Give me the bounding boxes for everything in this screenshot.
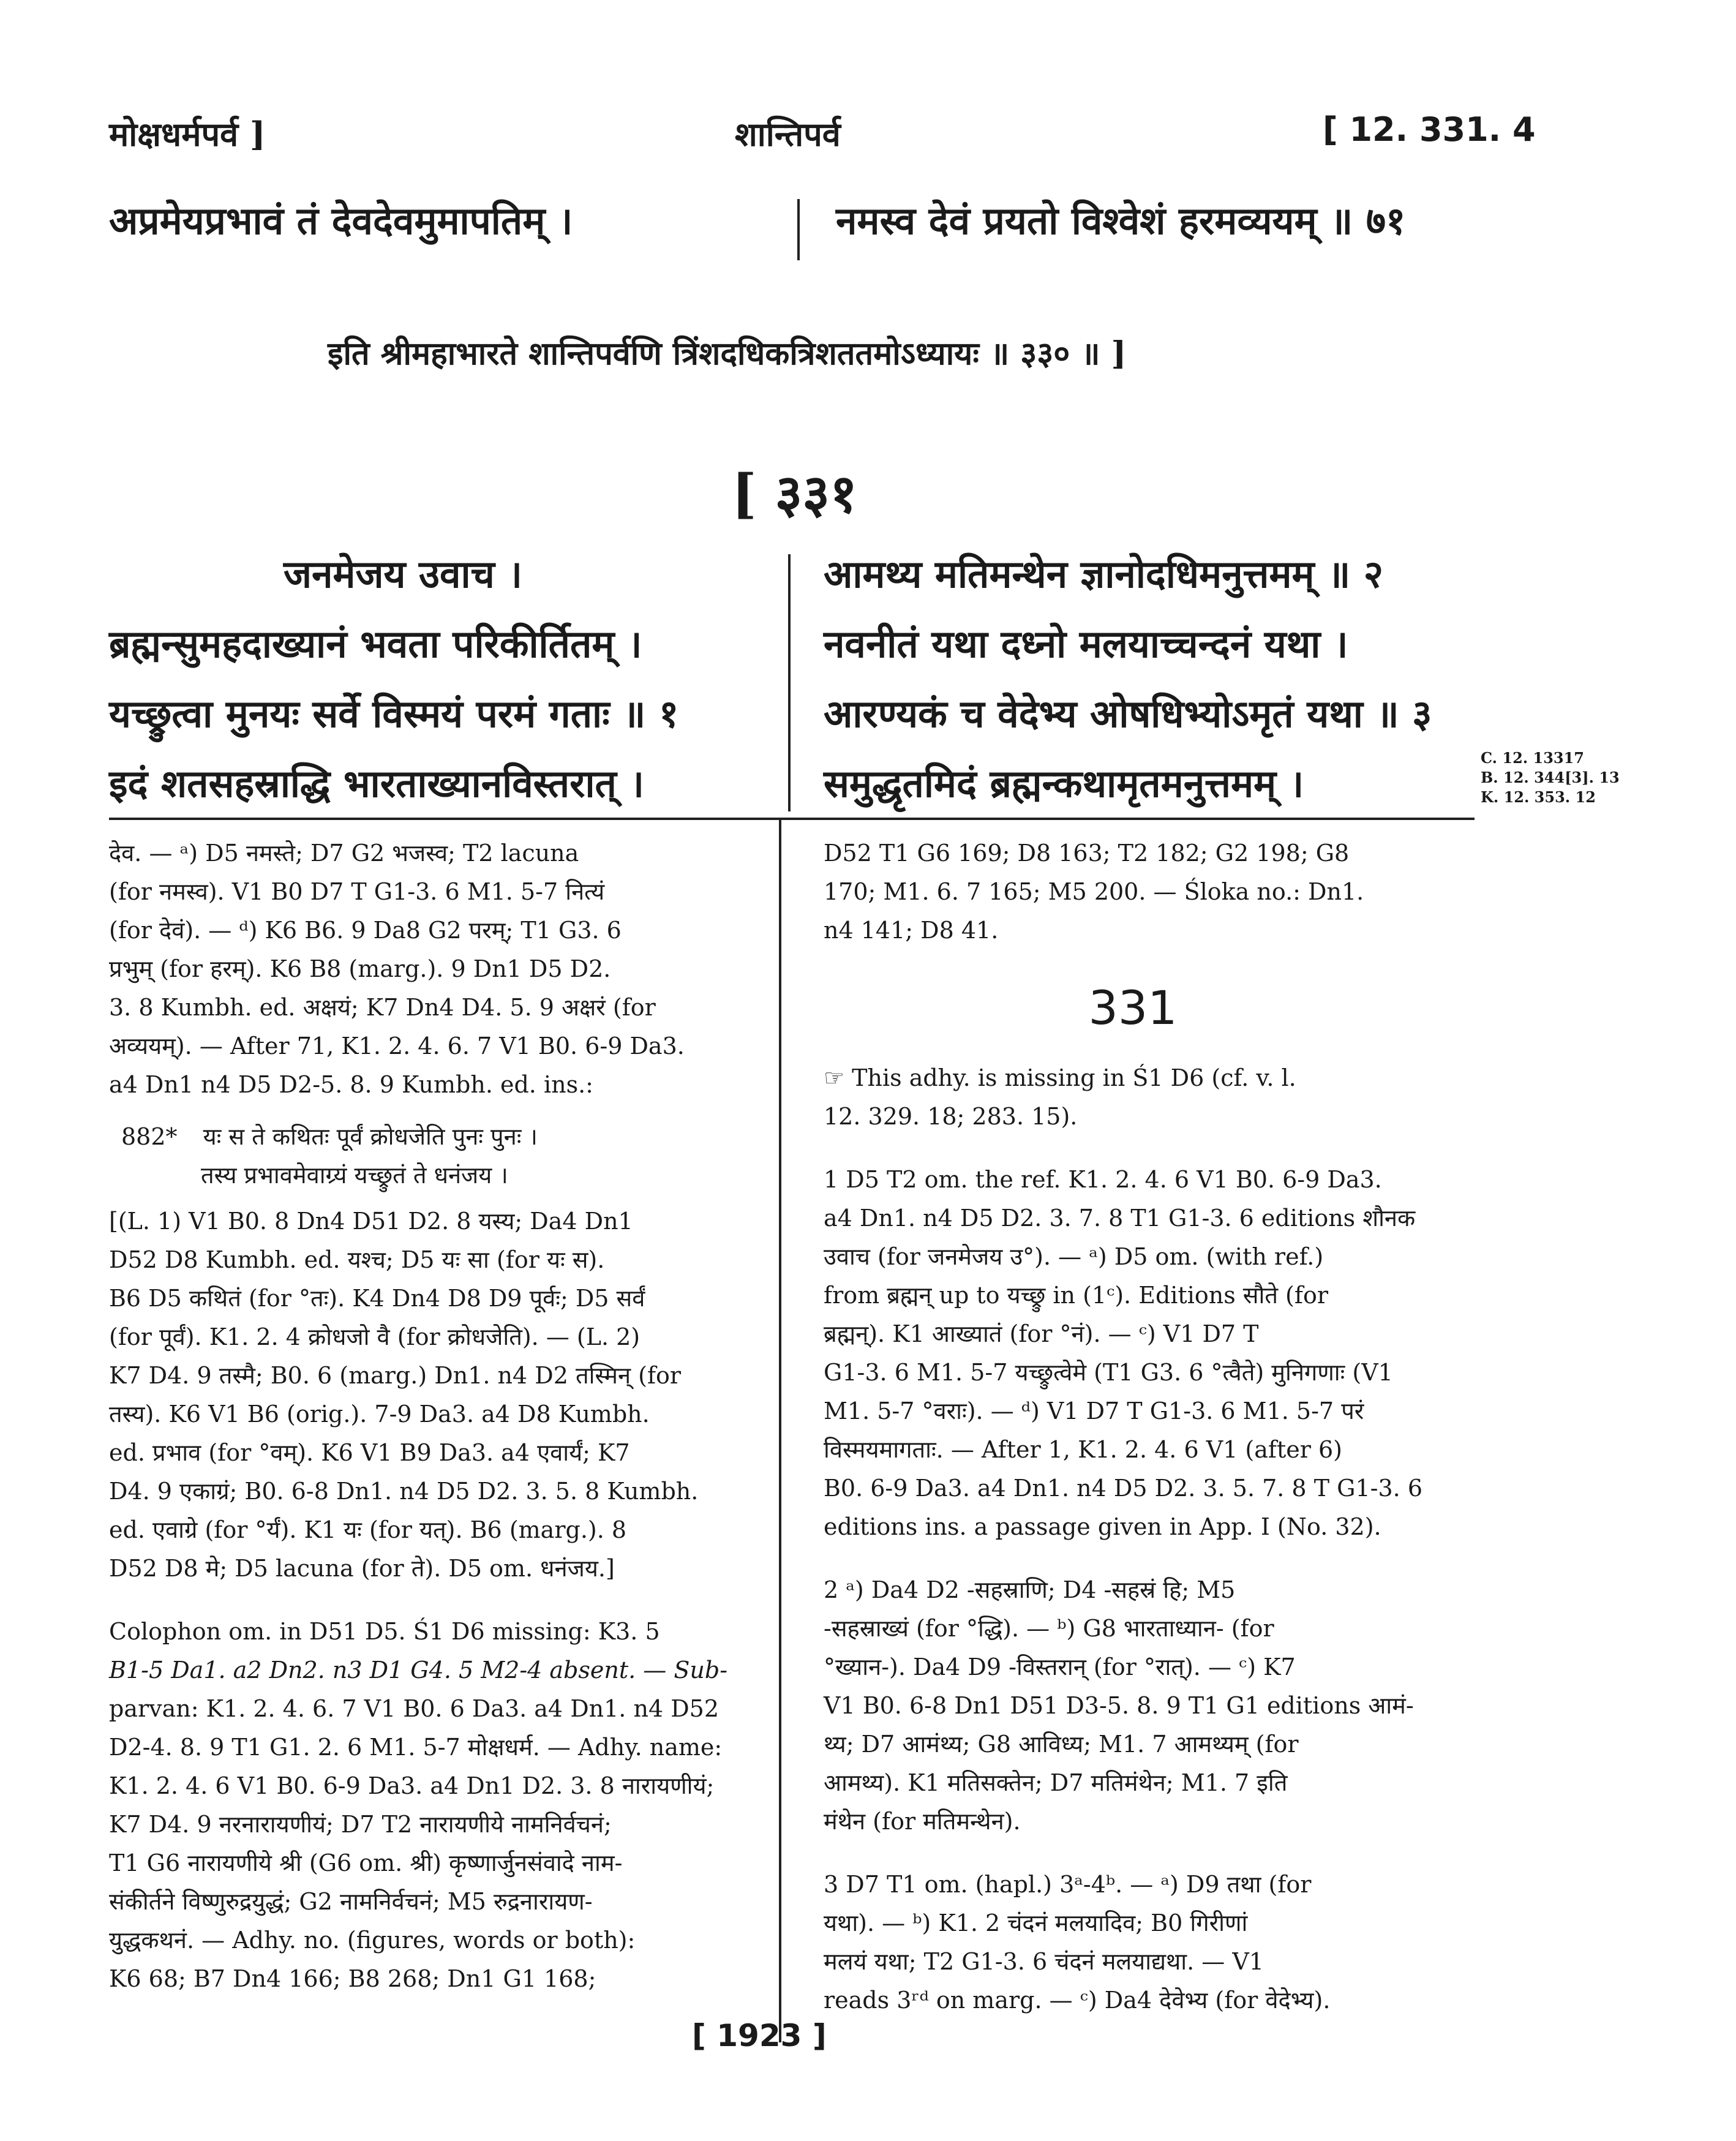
verse-line: ब्रह्मन्सुमहदाख्यानं भवता परिकीर्तितम् । [109, 622, 642, 666]
footnote-passage [109, 1118, 752, 1195]
note-line: विस्मयमागताः. — After 1, K1. 2. 4. 6 V1 (after 6) [824, 1436, 1342, 1463]
running-head-left: मोक्षधर्मपर्व ] [109, 115, 266, 154]
notes-block-2 [109, 1202, 752, 1588]
note-line: (for देवं). — ᵈ) K6 B6. 9 Da8 G2 परम्; T1 G3. 6 [109, 917, 622, 944]
footnote-line [121, 1118, 752, 1156]
note-line: 3 D7 T1 om. (hapl.) 3ᵃ-4ᵇ. — ᵃ) D9 तथा (for [824, 1871, 1312, 1898]
notes-block-right-4 [824, 1571, 1491, 1841]
note-line: reads 3ʳᵈ on marg. — ᶜ) Da4 देवेभ्य (for वेदेभ्य). [824, 1987, 1331, 2014]
note-line: B1-5 Da1. a2 Dn2. n3 D1 G4. 5 M2-4 absent. — Sub- [109, 1657, 728, 1684]
apparatus-left-column [109, 834, 752, 1998]
verses-right-column [824, 548, 1485, 810]
note-line: उवाच (for जनमेजय उ°). — ᵃ) D5 om. (with ref.) [824, 1243, 1324, 1270]
note-line: ब्रह्मन्). K1 आख्यातं (for °नं). — ᶜ) V1 D7 T [824, 1320, 1259, 1347]
note-line: K1. 2. 4. 6 V1 B0. 6-9 Da3. a4 Dn1 D2. 3. 8 नारायणीयं; [109, 1772, 715, 1799]
notes-block-right-5 [824, 1865, 1491, 2020]
apparatus-column-divider [779, 818, 781, 2042]
note-line: अव्ययम्). — After 71, K1. 2. 4. 6. 7 V1 B0. 6-9 Da3. [109, 1033, 685, 1059]
verses-left-column [109, 548, 770, 810]
note-line: देव. — ᵃ) D5 नमस्ते; D7 G2 भजस्व; T2 lacuna [109, 840, 579, 867]
note-line: B0. 6-9 Da3. a4 Dn1. n4 D5 D2. 3. 5. 7. 8 T G1-3. 6 [824, 1475, 1422, 1502]
note-line: [(L. 1) V1 B0. 8 Dn4 D51 D2. 8 यस्य; Da4 Dn1 [109, 1208, 633, 1235]
footnote-line: तस्य प्रभावमेवाग्र्यं यच्छ्रुतं ते धनंजय । [201, 1162, 508, 1189]
note-line: M1. 5-7 °वराः). — ᵈ) V1 D7 T G1-3. 6 M1. 5-7 परं [824, 1398, 1364, 1424]
note-line: D52 D8 मे; D5 lacuna (for ते). D5 om. धनंजय.] [109, 1555, 615, 1582]
verses-column-divider [788, 554, 791, 811]
note-line: प्रभुम् (for हरम्). K6 B8 (marg.). 9 Dn1 D5 D2. [109, 955, 611, 982]
verse-line: आमथ्य मतिमन्थेन ज्ञानोदधिमनुत्तमम् ॥ २ [824, 552, 1384, 596]
top-verse-left: अप्रमेयप्रभावं तं देवदेवमुमापतिम् । [109, 198, 573, 243]
top-verse-right: नमस्व देवं प्रयतो विश्वेशं हरमव्ययम् ॥ ७१ [836, 198, 1406, 243]
chapter-heading: [ ३३१ [732, 463, 857, 525]
verse-line: जनमेजय उवाच । [284, 552, 522, 596]
note-line: D52 T1 G6 169; D8 163; T2 182; G2 198; G8 [824, 840, 1350, 867]
notes-block-1 [109, 834, 752, 1104]
note-line: संकीर्तने विष्णुरुद्रयुद्धं; G2 नामनिर्वचनं; M5 रुद्रनारायण- [109, 1888, 593, 1915]
note-line: D4. 9 एकाग्रं; B0. 6-8 Dn1. n4 D5 D2. 3. 5. 8 Kumbh. [109, 1478, 699, 1505]
running-head-right: [ 12. 331. 4 [1323, 110, 1536, 149]
verse-line: नवनीतं यथा दध्नो मलयाच्चन्दनं यथा । [824, 622, 1348, 666]
apparatus-rule [109, 818, 1475, 820]
notes-block-3 [109, 1612, 752, 1998]
note-line: K7 D4. 9 नरनारायणीयं; D7 T2 नारायणीये नामनिर्वचनं; [109, 1811, 612, 1838]
note-line: ☞ This adhy. is missing in Ś1 D6 (cf. v. l. [824, 1064, 1296, 1091]
note-line: G1-3. 6 M1. 5-7 यच्छ्रुत्वेमे (T1 G3. 6 °त्वैते) मुनिगणाः (V1 [824, 1359, 1393, 1386]
running-head-center: शान्तिपर्व [735, 115, 841, 154]
note-line: from ब्रह्मन् up to यच्छ्रु in (1ᶜ). Editions सौते (for [824, 1282, 1328, 1309]
note-line: युद्धकथनं. — Adhy. no. (figures, words or both): [109, 1927, 636, 1954]
note-line: parvan: K1. 2. 4. 6. 7 V1 B0. 6 Da3. a4 Dn1. n4 D52 [109, 1695, 720, 1722]
verse-line: आरण्यकं च वेदेभ्य ओषधिभ्योऽमृतं यथा ॥ ३ [824, 691, 1432, 736]
note-line: मंथेन (for मतिमन्थेन). [824, 1808, 1021, 1835]
footnote-text: यः स ते कथितः पूर्वं क्रोधजेति पुनः पुनः । [203, 1123, 538, 1150]
notes-block-right-2 [824, 1059, 1491, 1136]
note-line: -सहस्राख्यं (for °द्धि). — ᵇ) G8 भारताध्यान- (for [824, 1615, 1274, 1642]
apparatus-right-column [824, 834, 1491, 2020]
note-line: थ्य; D7 आमंथ्य; G8 आविध्य; M1. 7 आमथ्यम् (for [824, 1731, 1299, 1758]
chapter-number: 331 [1088, 980, 1178, 1035]
concordance-ref: K. 12. 353. 12 [1481, 788, 1596, 806]
note-line: Colophon om. in D51 D5. Ś1 D6 missing: K3. 5 [109, 1618, 660, 1645]
note-line: T1 G6 नारायणीये श्री (G6 om. श्री) कृष्णार्जुनसंवादे नाम- [109, 1849, 623, 1876]
note-line: V1 B0. 6-8 Dn1 D51 D3-5. 8. 9 T1 G1 editions आमं- [824, 1692, 1414, 1719]
note-line: 3. 8 Kumbh. ed. अक्षयं; K7 Dn4 D4. 5. 9 अक्षरं (for [109, 994, 656, 1021]
top-verse-divider [797, 199, 800, 260]
colophon-line: इति श्रीमहाभारते शान्तिपर्वणि त्रिंशदधिकत्रिशततमोऽध्यायः ॥ ३३० ॥ ] [328, 335, 1127, 372]
note-line: B6 D5 कथितं (for °तः). K4 Dn4 D8 D9 पूर्वः; D5 सर्वं [109, 1285, 645, 1312]
note-line: मलयं यथा; T2 G1-3. 6 चंदनं मलयाद्यथा. — V1 [824, 1948, 1264, 1975]
note-line: 170; M1. 6. 7 165; M5 200. — Śloka no.: Dn1. [824, 878, 1364, 905]
note-line: ed. एवाग्रे (for °र्यं). K1 यः (for यत्). B6 (marg.). 8 [109, 1516, 627, 1543]
note-line: n4 141; D8 41. [824, 917, 999, 944]
notes-block-right-1 [824, 834, 1491, 950]
note-line: तस्य). K6 V1 B6 (orig.). 7-9 Da3. a4 D8 Kumbh. [109, 1401, 650, 1428]
note-line: ed. प्रभाव (for °वम्). K6 V1 B9 Da3. a4 एवार्यं; K7 [109, 1439, 630, 1466]
note-line: 1 D5 T2 om. the ref. K1. 2. 4. 6 V1 B0. 6-9 Da3. [824, 1166, 1382, 1193]
verse-line: यच्छ्रुत्वा मुनयः सर्वे विस्मयं परमं गताः ॥ १ [109, 691, 679, 736]
note-line: (for नमस्व). V1 B0 D7 T G1-3. 6 M1. 5-7 नित्यं [109, 878, 605, 905]
note-line: °ख्यान-). Da4 D9 -विस्तरान् (for °रात्). — ᶜ) K7 [824, 1654, 1296, 1680]
note-line: K7 D4. 9 तस्मै; B0. 6 (marg.) Dn1. n4 D2 तस्मिन् (for [109, 1362, 682, 1389]
concordance-ref: C. 12. 13317 [1481, 749, 1584, 767]
note-line: editions ins. a passage given in App. I (No. 32). [824, 1513, 1381, 1540]
footnote-number: 882* [121, 1123, 178, 1150]
notes-block-right-3 [824, 1161, 1491, 1546]
verse-line: इदं शतसहस्राद्धि भारताख्यानविस्तरात् । [109, 761, 644, 806]
note-line: a4 Dn1 n4 D5 D2-5. 8. 9 Kumbh. ed. ins.: [109, 1071, 593, 1098]
note-line: आमथ्य). K1 मतिसक्तेन; D7 मतिमंथेन; M1. 7 इति [824, 1769, 1288, 1796]
note-line: D2-4. 8. 9 T1 G1. 2. 6 M1. 5-7 मोक्षधर्म. — Adhy. name: [109, 1734, 723, 1761]
margin-concordance [1481, 748, 1628, 807]
note-line: 12. 329. 18; 283. 15). [824, 1103, 1078, 1130]
note-line: D52 D8 Kumbh. ed. यश्च; D5 यः सा (for यः स). [109, 1246, 605, 1273]
note-line: a4 Dn1. n4 D5 D2. 3. 7. 8 T1 G1-3. 6 editions शौनक [824, 1205, 1416, 1232]
note-line: K6 68; B7 Dn4 166; B8 268; Dn1 G1 168; [109, 1965, 596, 1992]
note-line: यथा). — ᵇ) K1. 2 चंदनं मलयादिव; B0 गिरीणां [824, 1910, 1248, 1936]
note-line: (for पूर्वं). K1. 2. 4 क्रोधजो वै (for क्रोधजेति). — (L. 2) [109, 1323, 641, 1350]
verse-line: समुद्धृतमिदं ब्रह्मन्कथामृतमनुत्तमम् । [824, 761, 1304, 806]
note-line: 2 ᵃ) Da4 D2 -सहस्राणि; D4 -सहस्रं हि; M5 [824, 1576, 1236, 1603]
concordance-ref: B. 12. 344[3]. 13 [1481, 769, 1620, 786]
page-number: [ 1923 ] [692, 2018, 827, 2053]
